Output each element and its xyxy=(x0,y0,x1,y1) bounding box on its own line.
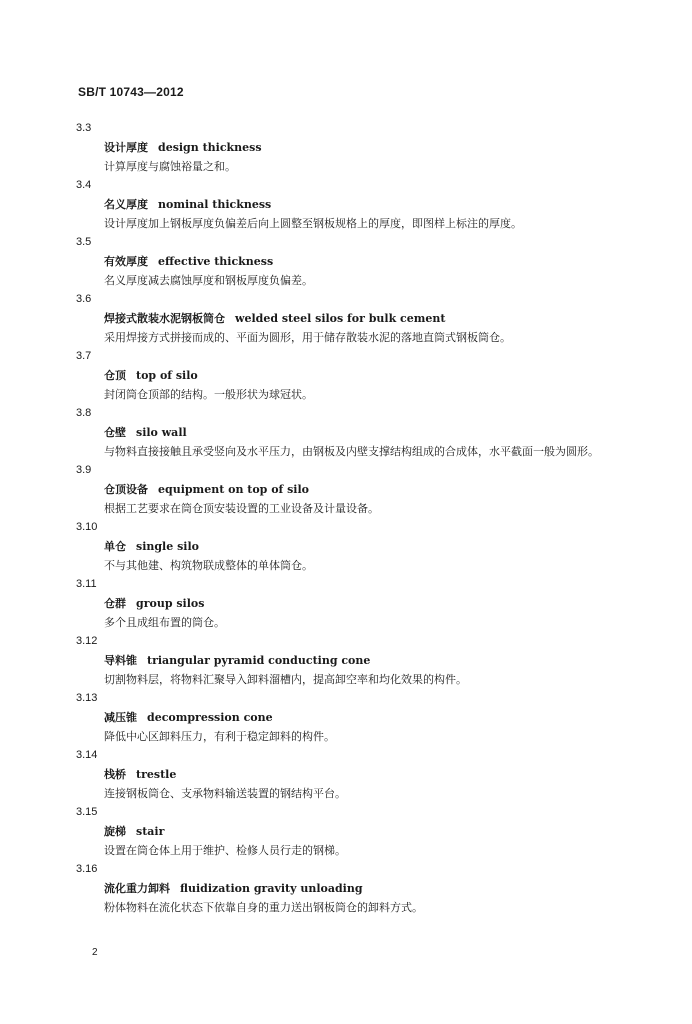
term-english: top of silo xyxy=(136,369,198,382)
term-heading xyxy=(104,366,692,385)
term-chinese: 名义厚度 xyxy=(104,198,148,211)
term-heading xyxy=(104,765,692,784)
term-heading xyxy=(104,480,692,499)
term-definition: 连接钢板筒仓、支承物料输送装置的钢结构平台。 xyxy=(104,787,346,800)
term-definition: 封闭筒仓顶部的结构。一般形状为球冠状。 xyxy=(104,388,313,401)
term-entry xyxy=(0,404,692,461)
clause-number: 3.10 xyxy=(76,521,98,533)
term-heading xyxy=(104,195,692,214)
term-definition: 设置在筒仓体上用于维护、检修人员行走的钢梯。 xyxy=(104,844,346,857)
clause-number: 3.15 xyxy=(76,806,98,818)
term-english: fluidization gravity unloading xyxy=(180,882,363,895)
term-heading xyxy=(104,138,692,157)
term-definition: 粉体物料在流化状态下依靠自身的重力送出钢板筒仓的卸料方式。 xyxy=(104,901,423,914)
term-english: stair xyxy=(136,825,165,838)
clause-number: 3.13 xyxy=(76,692,98,704)
term-definition: 不与其他建、构筑物联成整体的单体筒仓。 xyxy=(104,559,313,572)
term-chinese: 仓顶 xyxy=(104,369,126,382)
term-heading xyxy=(104,309,692,328)
term-english: design thickness xyxy=(158,141,262,154)
page-number: 2 xyxy=(92,947,98,958)
term-entry xyxy=(0,575,692,632)
term-entry xyxy=(0,119,692,176)
term-english: single silo xyxy=(136,540,199,553)
term-heading xyxy=(104,252,692,271)
term-english: group silos xyxy=(136,597,205,610)
term-chinese: 导料锥 xyxy=(104,654,137,667)
term-entry xyxy=(0,290,692,347)
clause-number: 3.6 xyxy=(76,293,92,305)
term-entry xyxy=(0,803,692,860)
term-english: trestle xyxy=(136,768,177,781)
clause-number: 3.5 xyxy=(76,236,92,248)
term-definition: 根据工艺要求在筒仓顶安装设置的工业设备及计量设备。 xyxy=(104,502,379,515)
term-english: nominal thickness xyxy=(158,198,272,211)
term-entry xyxy=(0,632,692,689)
term-heading xyxy=(104,594,692,613)
clause-number: 3.3 xyxy=(76,122,92,134)
term-definition: 切割物料层，将物料汇聚导入卸料溜槽内，提高卸空率和均化效果的构件。 xyxy=(104,673,467,686)
term-entry xyxy=(0,746,692,803)
term-english: welded steel silos for bulk cement xyxy=(235,312,446,325)
term-english: silo wall xyxy=(136,426,187,439)
term-heading xyxy=(104,651,692,670)
clause-number: 3.9 xyxy=(76,464,92,476)
term-definition: 采用焊接方式拼接而成的、平面为圆形，用于储存散装水泥的落地直筒式钢板筒仓。 xyxy=(104,331,511,344)
term-heading xyxy=(104,537,692,556)
term-english: decompression cone xyxy=(147,711,273,724)
clause-number: 3.12 xyxy=(76,635,98,647)
term-chinese: 仓群 xyxy=(104,597,126,610)
term-definition: 与物料直接接触且承受竖向及水平压力，由钢板及内壁支撑结构组成的合成体，水平截面一般为圆形。 xyxy=(104,445,599,458)
term-heading xyxy=(104,423,692,442)
term-entry xyxy=(0,518,692,575)
clause-number: 3.8 xyxy=(76,407,92,419)
term-english: triangular pyramid conducting cone xyxy=(147,654,371,667)
term-entry xyxy=(0,233,692,290)
clause-number: 3.7 xyxy=(76,350,92,362)
term-definition: 降低中心区卸料压力，有利于稳定卸料的构件。 xyxy=(104,730,335,743)
term-definition: 名义厚度减去腐蚀厚度和钢板厚度负偏差。 xyxy=(104,274,313,287)
term-definition: 多个且成组布置的筒仓。 xyxy=(104,616,225,629)
term-definition: 计算厚度与腐蚀裕量之和。 xyxy=(104,160,236,173)
term-entry xyxy=(0,461,692,518)
term-entry xyxy=(0,347,692,404)
clause-number: 3.11 xyxy=(76,578,97,590)
term-chinese: 仓壁 xyxy=(104,426,126,439)
clause-number: 3.4 xyxy=(76,179,92,191)
term-chinese: 流化重力卸料 xyxy=(104,882,170,895)
term-chinese: 仓顶设备 xyxy=(104,483,148,496)
clause-number: 3.14 xyxy=(76,749,98,761)
clause-number: 3.16 xyxy=(76,863,98,875)
term-heading xyxy=(104,708,692,727)
term-english: equipment on top of silo xyxy=(158,483,309,496)
term-entry xyxy=(0,176,692,233)
term-heading xyxy=(104,879,692,898)
term-chinese: 单仓 xyxy=(104,540,126,553)
term-entry xyxy=(0,860,692,917)
term-chinese: 减压锥 xyxy=(104,711,137,724)
term-chinese: 焊接式散装水泥钢板筒仓 xyxy=(104,312,225,325)
standard-code-header: SB/T 10743—2012 xyxy=(78,85,184,99)
terms-list xyxy=(0,119,692,917)
term-chinese: 栈桥 xyxy=(104,768,126,781)
term-english: effective thickness xyxy=(158,255,274,268)
term-chinese: 旋梯 xyxy=(104,825,126,838)
term-heading xyxy=(104,822,692,841)
term-entry xyxy=(0,689,692,746)
term-chinese: 有效厚度 xyxy=(104,255,148,268)
term-definition: 设计厚度加上钢板厚度负偏差后向上圆整至钢板规格上的厚度，即图样上标注的厚度。 xyxy=(104,217,522,230)
term-chinese: 设计厚度 xyxy=(104,141,148,154)
